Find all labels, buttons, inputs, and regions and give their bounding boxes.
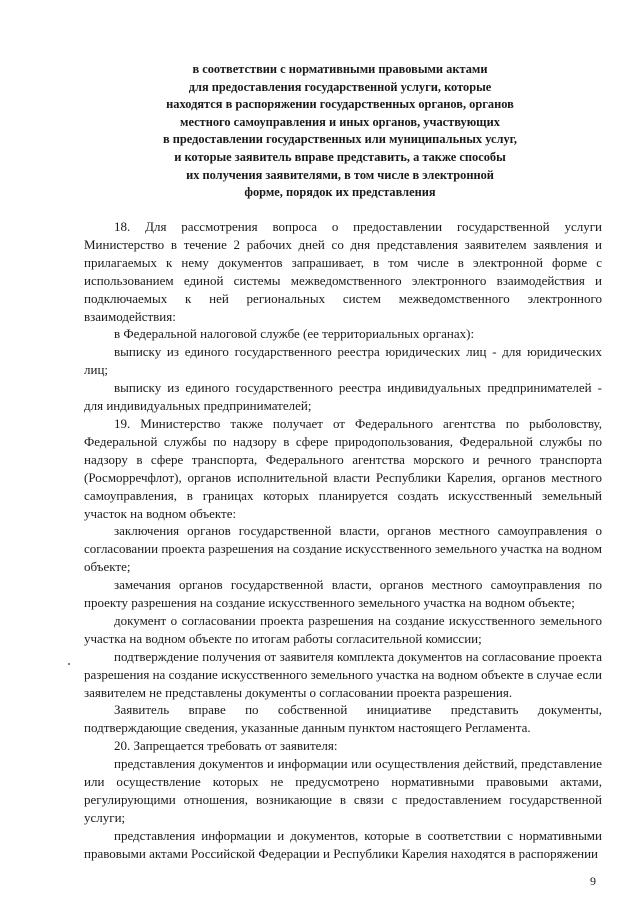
paragraph-prohibition-info: представления информации и документов, которые в соответствии с нормативными правовыми актами Российской Федерации и Республики Карелия находятся в распоряжении <box>84 827 602 861</box>
page-number: 9 <box>590 874 596 888</box>
paragraph-20: 20. Запрещается требовать от заявителя: <box>114 738 338 754</box>
heading-line: форме, порядок их представления <box>244 185 436 200</box>
heading-line: для предоставления государственной услуги, которые <box>188 79 492 94</box>
paragraph-applicant-right: Заявитель вправе по собственной инициативе представить документы, подтверждающие сведения, указанные данным пунктом настоящего Регламента. <box>84 702 602 736</box>
heading-line: их получения заявителями, в том числе в электронной <box>186 167 494 182</box>
paragraph-approval-document: документ о согласовании проекта разрешения на создание искусственного земельного участка на водном объекте по итогам работы согласительной комиссии; <box>84 612 602 646</box>
document-body <box>84 218 602 863</box>
paragraph-18: 18. Для рассмотрения вопроса о предоставлении государственной услуги Министерство в течение 2 рабочих дней со дня представления заявителем заявления и прилагаемых к нему документов запрашивает, в том числе в электронной форме с использованием единой системы межведомственного электронного взаимодействия и подключаемых к ней региональных систем межведомственного электронного взаимодействия: <box>84 219 602 324</box>
margin-dot <box>68 663 70 665</box>
paragraph-prohibition-actions: представления документов и информации или осуществления действий, представление или осуществление которых не предусмотрено нормативными правовыми актами, регулирующими отношения, возникающие в связи с предоставлением государственной услуги; <box>84 756 602 825</box>
paragraph-receipt-confirmation: подтверждение получения от заявителя комплекта документов на согласование проекта разрешения на создание искусственного земельного участка на водном объекте в случае если заявителем не представлены документы о согласовании проекта разрешения. <box>84 648 602 700</box>
heading-line: в предоставлении государственных или муниципальных услуг, <box>162 132 518 147</box>
heading-line: находятся в распоряжении государственных органов, органов <box>166 97 514 112</box>
paragraph-egrul: выписку из единого государственного реестра юридических лиц - для юридических лиц; <box>84 344 602 378</box>
paragraph-fns: в Федеральной налоговой службе (ее территориальных органах): <box>114 326 475 342</box>
heading-line: местного самоуправления и иных органов, участвующих <box>180 114 500 129</box>
paragraph-remarks: замечания органов государственной власти, органов местного самоуправления по проекту разрешения на создание искусственного земельного участка на водном объекте; <box>84 577 602 611</box>
paragraph-19: 19. Министерство также получает от Федерального агентства по рыболовству, Федеральной службы по надзору в сфере природопользования, Федеральной службы по надзору в сфере транспорта, Федерального агентства морского и речного транспорта (Росморречфлот), органов исполнительной власти Республики Карелия, органов местного самоуправления, в границах которых планируется создать искусственный земельный участок на водном объекте: <box>84 415 602 521</box>
paragraph-egrip: выписку из единого государственного реестра индивидуальных предпринимателей - для индивидуальных предпринимателей; <box>84 380 602 414</box>
paragraph-conclusions: заключения органов государственной власти, органов местного самоуправления о согласовании проекта разрешения на создание искусственного земельного участка на водном объекте; <box>84 523 603 575</box>
heading-line: и которые заявитель вправе представить, а также способы <box>174 149 506 164</box>
heading-line: в соответствии с нормативными правовыми актами <box>192 62 488 76</box>
section-heading <box>80 61 600 202</box>
